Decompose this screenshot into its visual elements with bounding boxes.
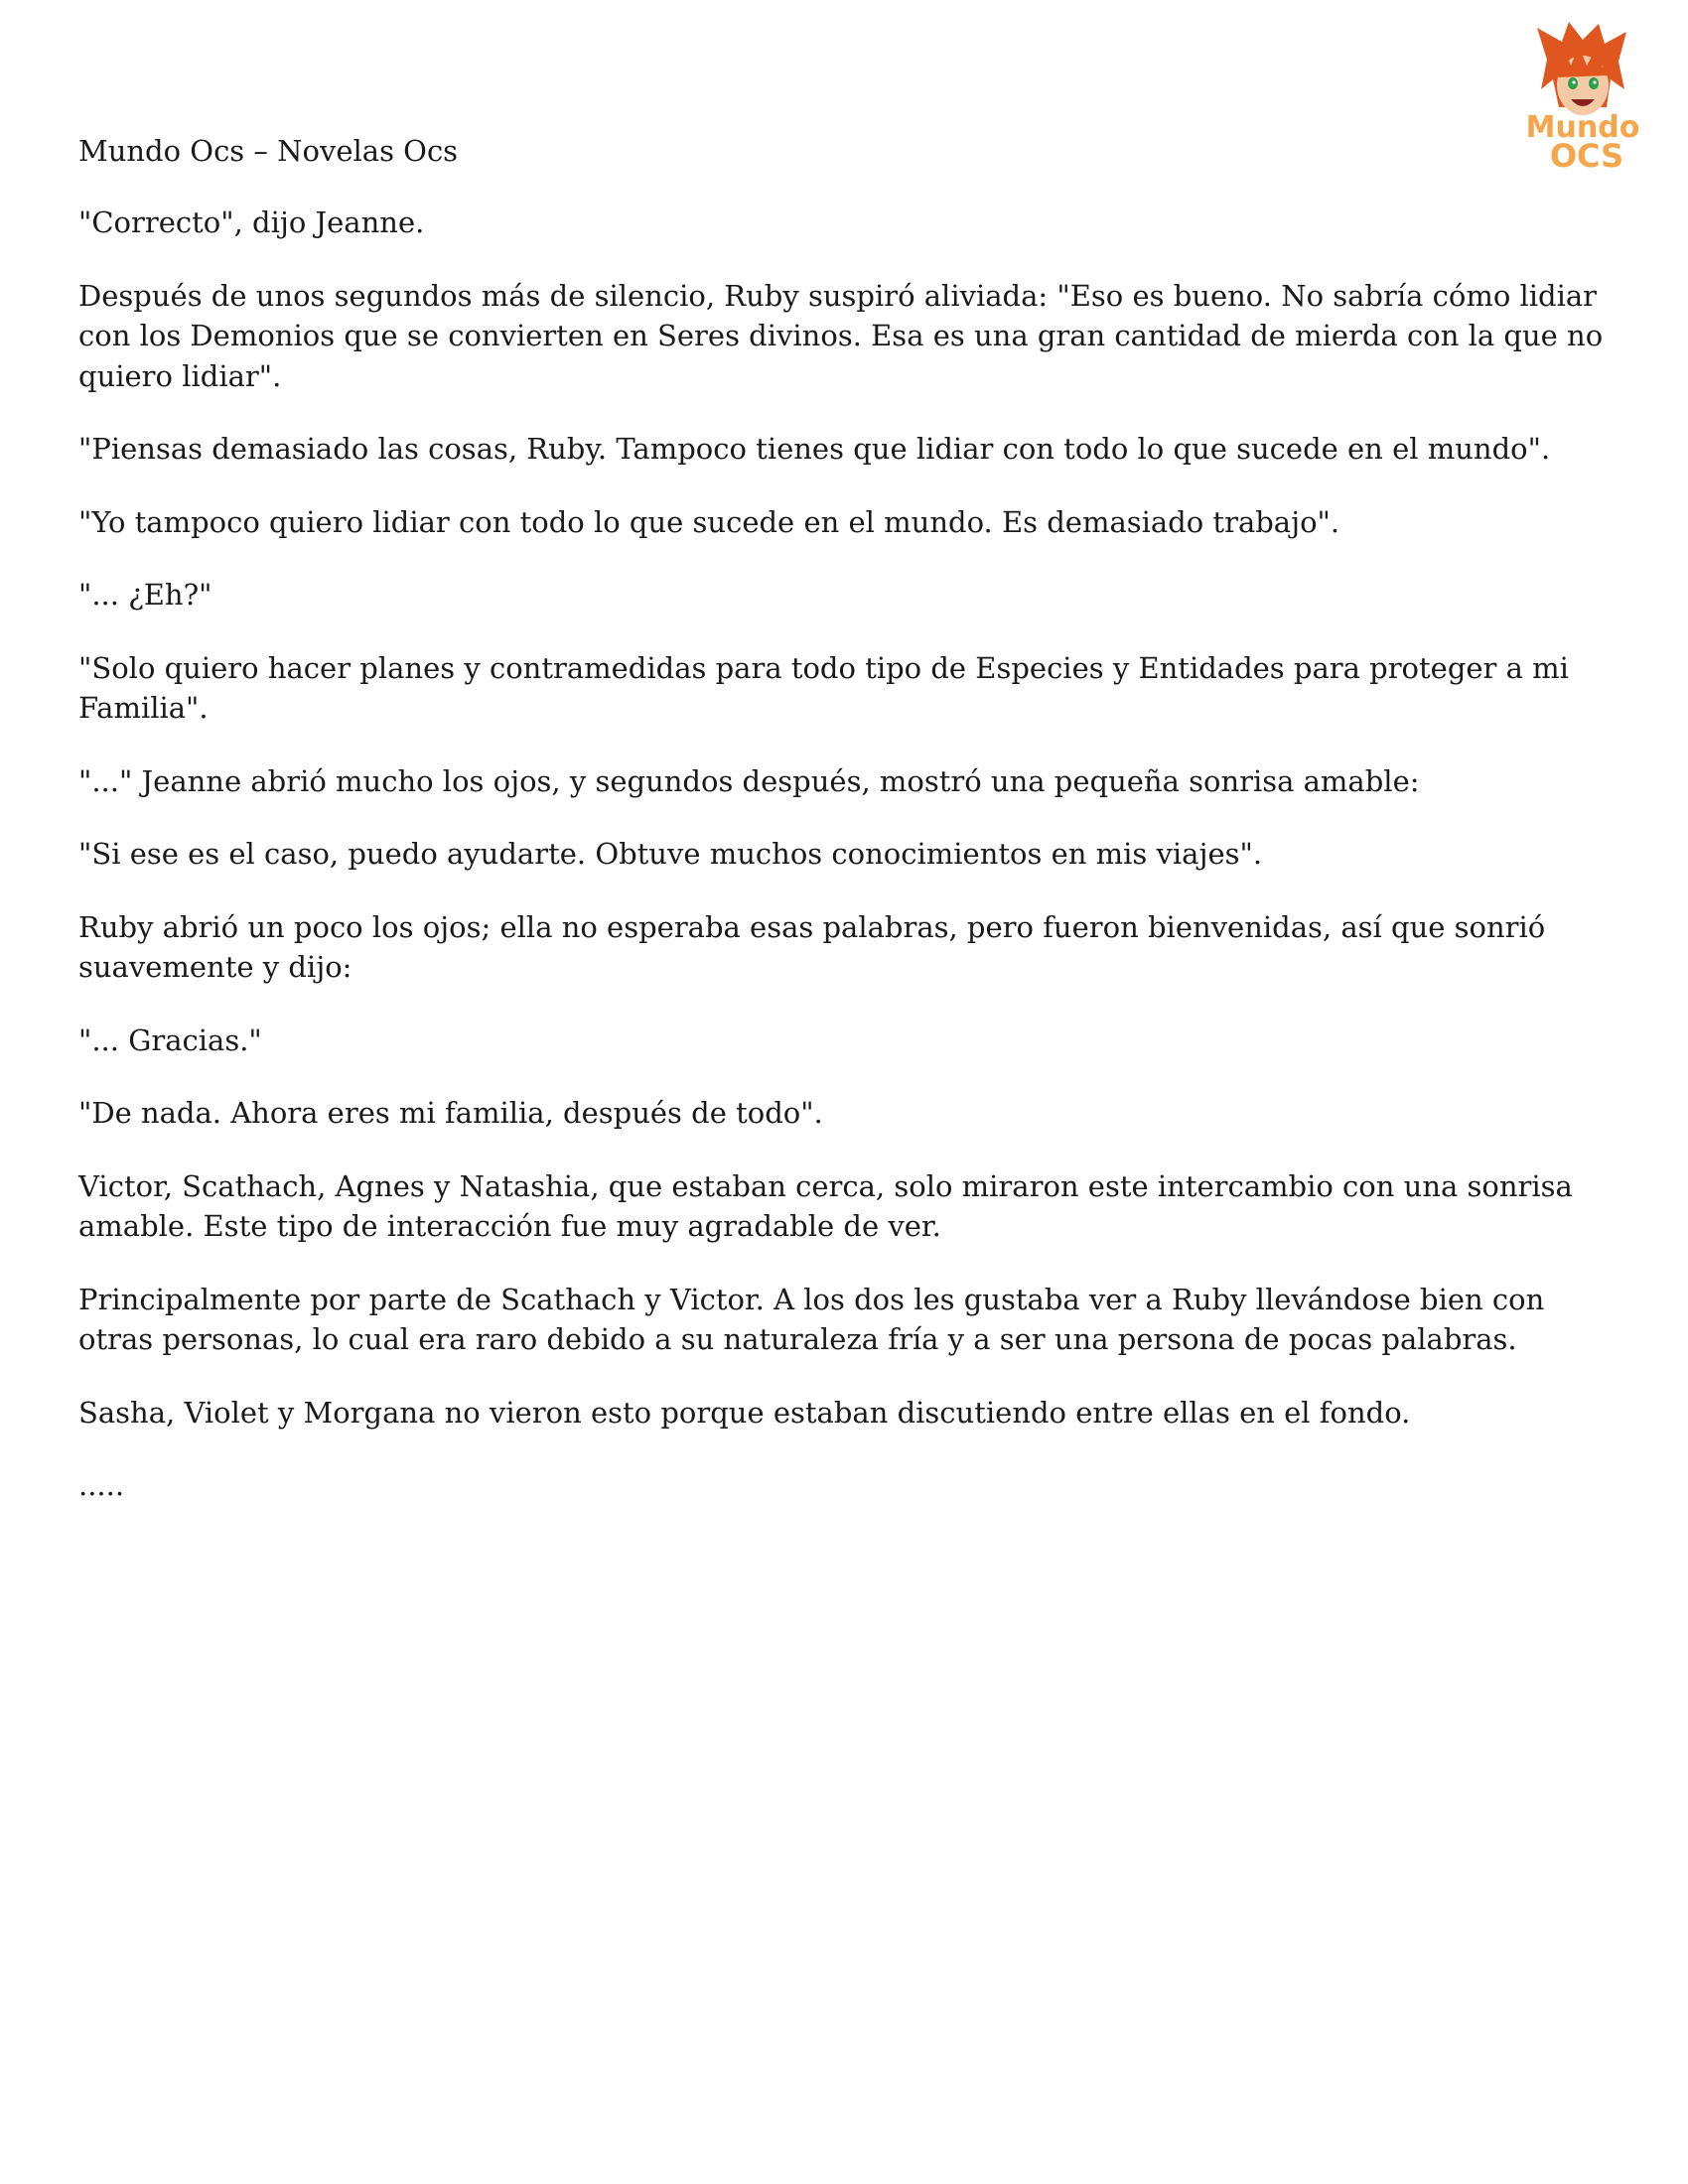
logo-text-line1: Mundo [1525,110,1640,145]
paragraph: "Si ese es el caso, puedo ayudarte. Obtuve muchos conocimientos en mis viajes". [78,837,1263,871]
document-body [78,203,1627,1539]
mascot-logo-icon [1507,20,1658,175]
paragraph: "Correcto", dijo Jeanne. [78,205,425,239]
paragraph: Sasha, Violet y Morgana no vieron esto porque estaban discutiendo entre ellas en el fondo. [78,1395,1411,1430]
page-header-title: Mundo Ocs – Novelas Ocs [78,134,459,168]
paragraph: "Piensas demasiado las cosas, Ruby. Tampoco tienes que lidiar con todo lo que sucede en el mundo". [78,432,1551,466]
paragraph: "..." Jeanne abrió mucho los ojos, y segundos después, mostró una pequeña sonrisa amable: [78,763,1420,798]
paragraph: Principalmente por parte de Scathach y Victor. A los dos les gustaba ver a Ruby llevándose bien con otras personas, lo cual era raro debido a su naturaleza fría y a ser una persona de pocas palabras. [78,1282,1545,1356]
paragraph: "Yo tampoco quiero lidiar con todo lo que sucede en el mundo. Es demasiado trabajo". [78,504,1340,539]
paragraph: "... Gracias." [78,1023,262,1057]
paragraph: Victor, Scathach, Agnes y Natashia, que estaban cerca, solo miraron este intercambio con una sonrisa amable. Este tipo de interacción fue muy agradable de ver. [78,1168,1573,1243]
paragraph-ellipsis: ..... [78,1468,125,1502]
paragraph: "De nada. Ahora eres mi familia, después de todo". [78,1096,823,1130]
logo-text-line2: OCS [1549,137,1624,175]
paragraph: Después de unos segundos más de silencio, Ruby suspiró aliviada: "Eso es bueno. No sabría cómo lidiar con los Demonios que se convierten en Seres divinos. Esa es una gran cantidad de mierda con la que no quiero lidiar". [78,278,1604,393]
paragraph: "... ¿Eh?" [78,578,212,612]
paragraph: "Solo quiero hacer planes y contramedidas para todo tipo de Especies y Entidades para proteger a mi Familia". [78,650,1569,725]
paragraph: Ruby abrió un poco los ojos; ella no esperaba esas palabras, pero fueron bienvenidas, así que sonrió suavemente y dijo: [78,909,1546,984]
